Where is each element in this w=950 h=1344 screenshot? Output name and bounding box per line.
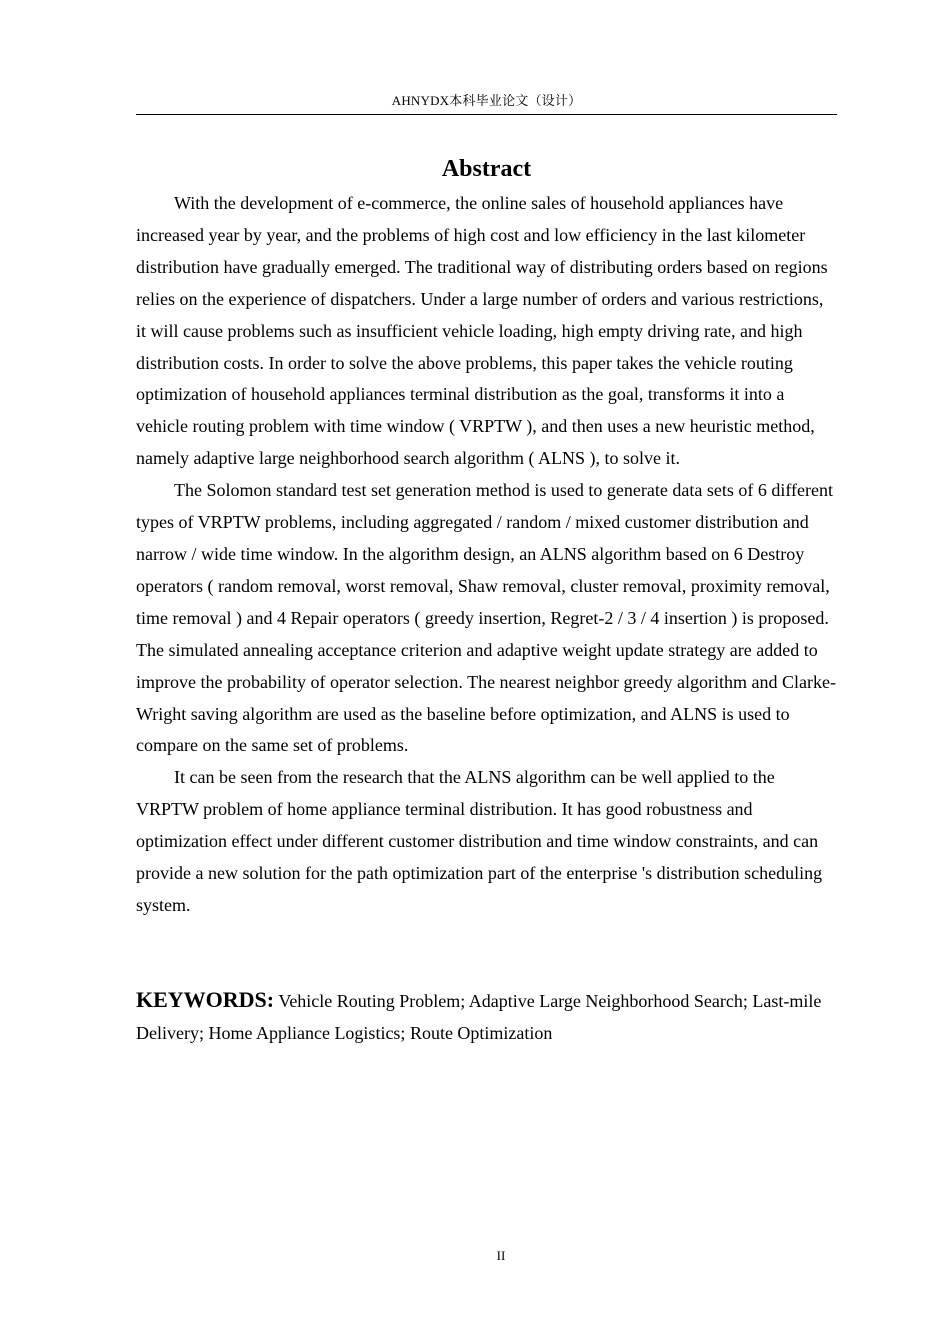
abstract-paragraph-3: It can be seen from the research that the ALNS algorithm can be well applied to the VRPTW problem of home appliance terminal distribution. It has good robustness and optimization effect under different customer distribution and time window constraints, and can provide a new solution for the path optimization part of the enterprise 's distribution scheduling system.: [136, 767, 823, 915]
abstract-title: Abstract: [441, 156, 532, 182]
page-number: II: [496, 1248, 506, 1263]
keywords-block: [136, 984, 837, 1049]
running-header: AHNYDX本科毕业论文（设计）: [391, 93, 582, 108]
abstract-paragraph-2: The Solomon standard test set generation method is used to generate data sets of 6 different types of VRPTW problems, including aggregated / random / mixed customer distribution and narrow / wide time window. In the algorithm design, an ALNS algorithm based on 6 Destroy operators ( random removal, worst removal, Shaw removal, cluster removal, proximity removal, time removal ) and 4 Repair operators ( greedy insertion, Regret-2 / 3 / 4 insertion ) is proposed. The simulated annealing acceptance criterion and adaptive weight update strategy are added to improve the probability of operator selection. The nearest neighbor greedy algorithm and Clarke-Wright saving algorithm are used as the baseline before optimization, and ALNS is used to compare on the same set of problems.: [136, 480, 836, 756]
abstract-body: [136, 188, 837, 922]
header-divider: [136, 114, 837, 115]
keywords-text: Vehicle Routing Problem; Adaptive Large Neighborhood Search; Last-mile Delivery; Home Appliance Logistics; Route Optimization: [136, 991, 822, 1043]
keywords-label: KEYWORDS:: [136, 987, 275, 1012]
abstract-paragraph-1: With the development of e-commerce, the online sales of household appliances have increased year by year, and the problems of high cost and low efficiency in the last kilometer distribution have gradually emerged. The traditional way of distributing orders based on regions relies on the experience of dispatchers. Under a large number of orders and various restrictions, it will cause problems such as insufficient vehicle loading, high empty driving rate, and high distribution costs. In order to solve the above problems, this paper takes the vehicle routing optimization of household appliances terminal distribution as the goal, transforms it into a vehicle routing problem with time window ( VRPTW ), and then uses a new heuristic method, namely adaptive large neighborhood search algorithm ( ALNS ), to solve it.: [136, 193, 828, 469]
